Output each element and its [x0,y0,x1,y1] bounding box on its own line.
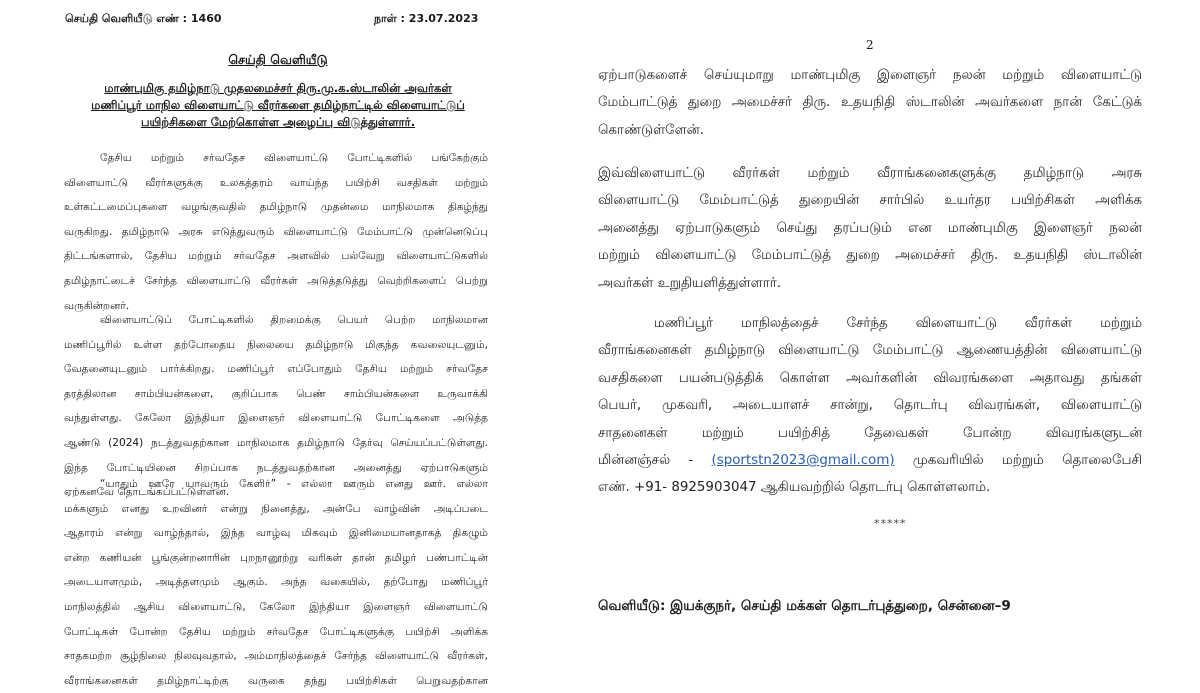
text-line: மற்றும் விளையாட்டு மேம்பாட்டுத் துறை அமைச்சர் திரு. உதயநிதி ஸ்டாலின் [598,248,1142,264]
headline [40,80,516,131]
left-paragraph-1 [64,146,488,318]
email-suffix: முகவரியில் மற்றும் தொலைபேசி [894,453,1142,469]
left-paragraph-3 [64,472,488,693]
text-line: இந்த போட்டியினை சிறப்பாக நடத்துவதற்கான அனைத்து ஏற்பாடுகளும் [64,461,488,474]
text-line: ஏற்கனவே தொடங்கப்பட்டுள்ளன. [64,486,230,499]
release-number: செய்தி வெளியீடு எண் : 1460 [65,12,222,25]
text-line: தரத்திலான சாம்பியன்களை, குறிப்பாக பெண் சாம்பியன்களை உருவாக்கி [64,387,488,400]
email-line [598,447,1142,474]
text-line: ஆண்டு (2024) நடத்துவதற்கான மாநிலமாக தமிழ்நாடு தேர்வு செய்யப்பட்டுள்ளது. [64,436,488,449]
release-date: நாள் : 23.07.2023 [374,12,479,25]
headline-line: பயிற்சிகளை மேற்கொள்ள அழைப்பு விடுத்துள்ளார். [140,115,416,129]
text-line: வேதனையுடனும் பார்க்கிறது. மணிப்பூர் எப்போதும் தேசிய மற்றும் சர்வதேச [64,363,488,376]
text-line: விளையாட்டு மேம்பாட்டுத் துறையின் சார்பில் உயர்தர பயிற்சிகள் அளிக்க [598,193,1142,209]
end-marker: ***** [874,517,907,530]
right-paragraph-1 [598,62,1142,144]
text-line: கொண்டுள்ளேன். [598,122,704,138]
email-prefix: மின்னஞ்சல் - [598,453,712,469]
text-line: தமிழ்நாட்டைச் சேர்ந்த விளையாட்டு வீரர்கள் அடுத்தடுத்து வெற்றிகளைப் பெற்று [64,274,488,287]
text-line: அவர்கள் உறுதியளித்துள்ளார். [598,275,781,291]
text-line: மாநிலத்தில் ஆசிய விளையாட்டு, கேலோ இந்தியா இளைஞர் விளையாட்டு [64,600,488,613]
text-line: வந்துள்ளது. கேலோ இந்தியா இளைஞர் விளையாட்டு போட்டிகளை அடுத்த [64,412,488,425]
right-page [556,0,1200,667]
text-line: மணிப்பூரில் உள்ள தற்போதைய நிலையை தமிழ்நாடு மிகுந்த கவலையுடனும், [64,338,488,351]
text-line: வீராங்கனைகள் தமிழ்நாட்டிற்கு வருகை தந்து பயிற்சிகள் பெறுவதற்கான [64,674,488,687]
right-paragraph-2 [598,160,1142,297]
text-line: பெயர், முகவரி, அடையாளச் சான்று, தொடர்பு விவரங்கள், விளையாட்டு [598,398,1142,414]
phone-line: எண். +91- 8925903047 ஆகியவற்றில் தொடர்பு கொள்ளலாம். [598,480,991,496]
text-line: மக்களும் எனது உறவினர் என்று நினைத்து, அன்பே வாழ்வின் அடிப்படை [64,502,488,515]
page-number: 2 [866,38,874,52]
text-line: விளையாட்டுப் போட்டிகளில் திறமைக்கு பெயர் பெற்ற மாநிலமான [100,314,488,326]
left-page [0,0,556,687]
text-line: திட்டங்களால், தேசிய மற்றும் சர்வதேச அளவில் பல்வேறு விளையாட்டுகளில் [64,250,488,263]
text-line: மேம்பாட்டுத் துறை அமைச்சர் திரு. உதயநிதி ஸ்டாலின் அவர்களை நான் கேட்டுக் [598,95,1142,111]
text-line: போட்டிகள் போன்ற தேசிய மற்றும் சர்வதேச போட்டிகளுக்கு பயிற்சி அளிக்க [64,625,488,638]
text-line: விளையாட்டு வீரர்களுக்கு உலகத்தரம் வாய்ந்த பயிற்சி வசதிகள் மற்றும் [64,176,488,189]
text-line: வருகின்றனர். [64,299,130,312]
right-paragraph-3 [598,310,1142,502]
text-line: சாதகமற்ற சூழ்நிலை நிலவுவதால், அம்மாநிலத்தைச் சேர்ந்த விளையாட்டு வீரர்கள், [64,650,488,663]
text-line: உள்கட்டமைப்புகளை வழங்குவதில் தமிழ்நாடு முதன்மை மாநிலமாக திகழ்ந்து [64,201,488,214]
text-line: சாதனைகள் மற்றும் பயிற்சித் தேவைகள் போன்ற விவரங்களுடன் [598,425,1142,441]
text-line: ஏற்பாடுகளைச் செய்யுமாறு மாண்புமிகு இளைஞர் நலன் மற்றும் விளையாட்டு [598,68,1142,83]
text-line: தேசிய மற்றும் சர்வதேச விளையாட்டு போட்டிகளில் பங்கேற்கும் [100,152,488,164]
headline-line: மணிப்பூர் மாநில விளையாட்டு வீரர்களை தமிழ்நாட்டில் விளையாட்டுப் [91,98,465,112]
text-line: என்ற கணியன் பூங்குன்றனாரின் புறநானூற்று வரிகள் தான் தமிழர் பண்பாட்டின் [64,551,488,564]
text-line: “யாதும் ஊரே யாவரும் கேளிர்” - எல்லா ஊரும் எனது ஊர். எல்லா [100,478,488,490]
text-line: ஆதாரம் என்று வாழ்ந்தால், இந்த வாழ்வு மிகவும் இனிமையானதாகத் திகழும் [64,527,488,540]
text-line: மணிப்பூர் மாநிலத்தைச் சேர்ந்த விளையாட்டு வீரர்கள் மற்றும் [654,316,1142,331]
text-line: வீராங்கனைகள் தமிழ்நாடு விளையாட்டு மேம்பாட்டு ஆணையத்தின் விளையாட்டு [598,343,1142,359]
text-line: வருகிறது. தமிழ்நாடு அரசு எடுத்துவரும் விளையாட்டு மேம்பாட்டு முன்னெடுப்பு [64,225,488,238]
headline-line: மாண்புமிகு தமிழ்நாடு முதலமைச்சர் திரு.மு.க.ஸ்டாலின் அவர்கள் [104,81,452,95]
text-line: இவ்விளையாட்டு வீரர்கள் மற்றும் வீராங்கனைகளுக்கு தமிழ்நாடு அரசு [598,166,1142,181]
text-line: வசதிகளை பயன்படுத்திக் கொள்ள அவர்களின் விவரங்களை அதாவது தங்கள் [598,370,1142,386]
text-line: அனைத்து ஏற்பாடுகளும் செய்து தரப்படும் என மாண்புமிகு இளைஞர் நலன் [598,220,1142,236]
email-link[interactable]: (sportstn2023@gmail.com) [711,453,895,469]
text-line: அடையாளமும், அடித்தளமும் ஆகும். அந்த வகையில், தற்போது மணிப்பூர் [64,576,488,589]
release-title: செய்தி வெளியீடு [228,52,328,67]
footer-issuer: வெளியீடு: இயக்குநர், செய்தி மக்கள் தொடர்புத்துறை, சென்னை–9 [598,598,1011,614]
